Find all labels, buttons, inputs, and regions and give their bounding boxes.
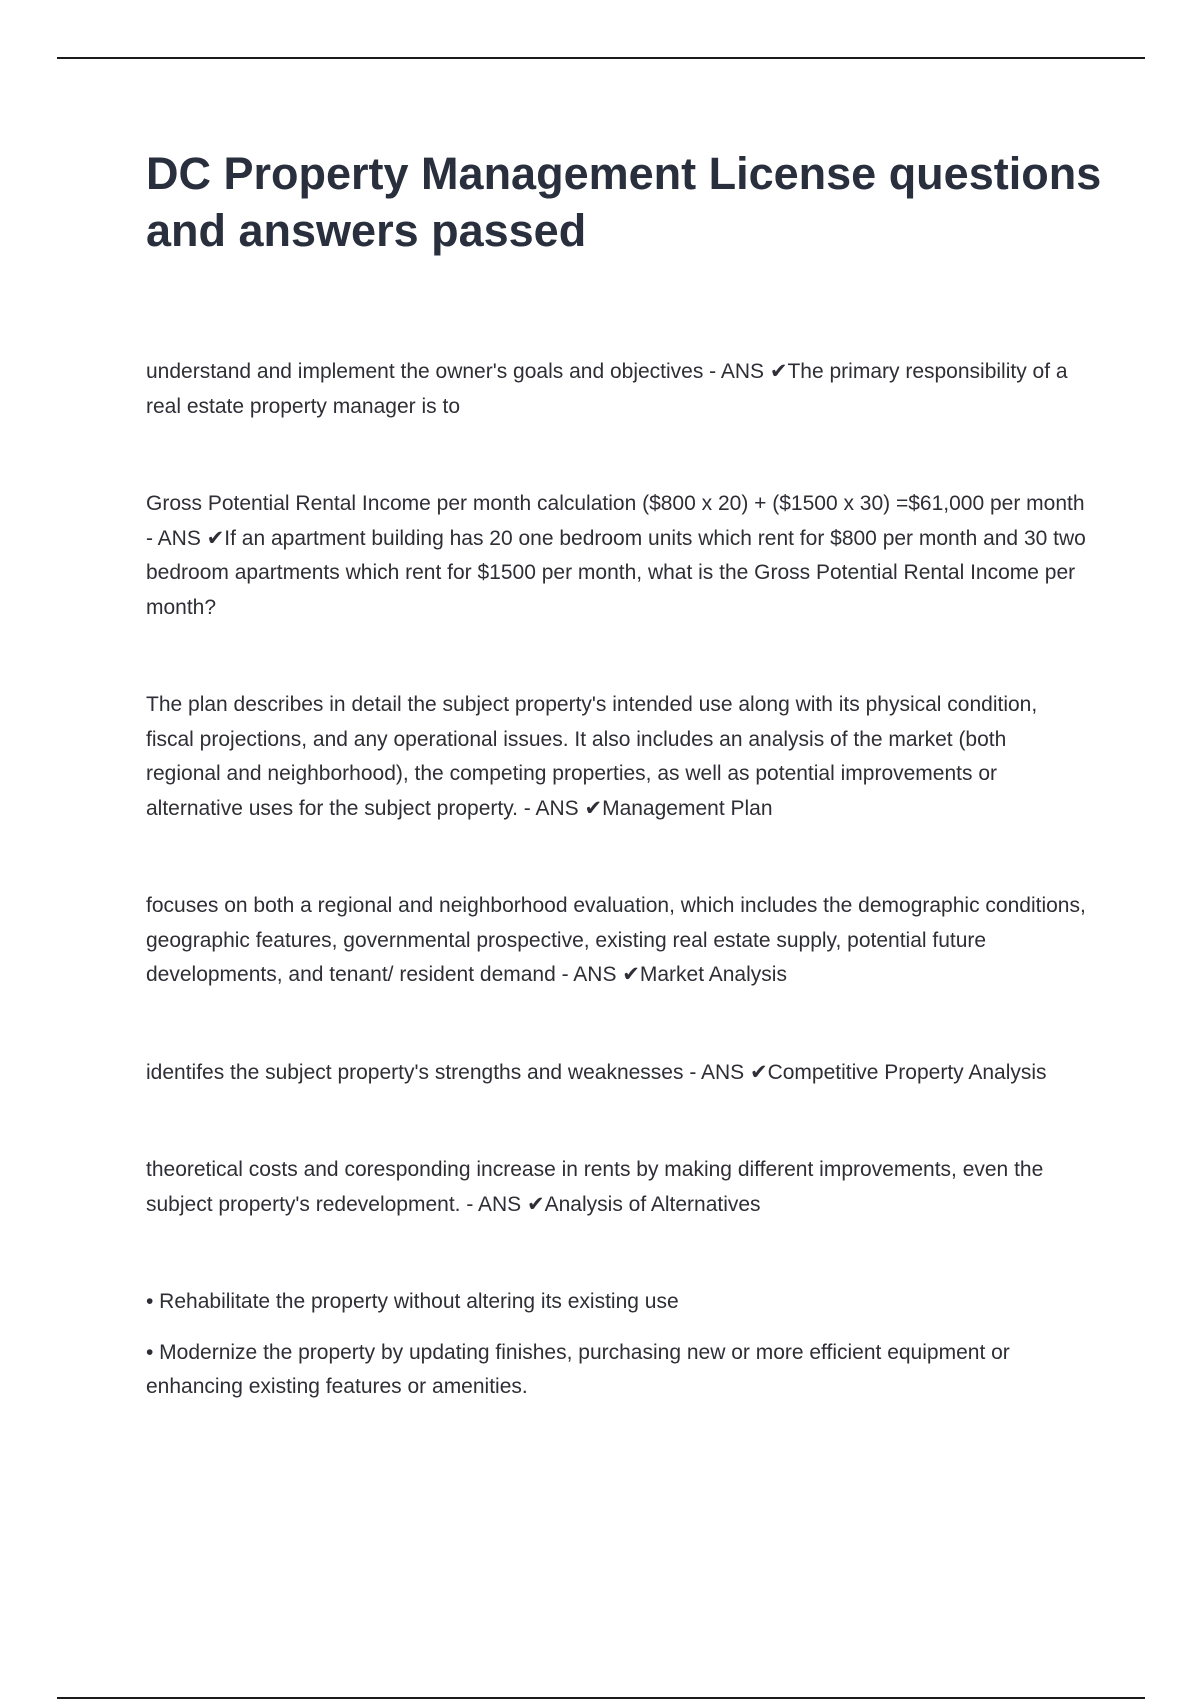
document-body [146, 355, 1086, 1405]
bullet-item: • Modernize the property by updating finishes, purchasing new or more efficient equipment or enhancing existing features or amenities. [146, 1340, 1010, 1398]
bullet-item: • Rehabilitate the property without altering its existing use [146, 1290, 679, 1313]
bottom-rule [57, 1697, 1145, 1699]
qa-item: theoretical costs and coresponding increase in rents by making different improvements, even the subject property's redevelopment. - ANS ✔Analysis of Alternatives [146, 1158, 1044, 1216]
qa-item: understand and implement the owner's goals and objectives - ANS ✔The primary responsibility of a real estate property manager is to [146, 360, 1068, 418]
qa-item: Gross Potential Rental Income per month calculation ($800 x 20) + ($1500 x 30) =$61,000 per month - ANS ✔If an apartment building has 20 one bedroom units which rent for $800 per month and 30 two bedroom apartments which rent for $1500 per month, what is the Gross Potential Rental Income per month? [146, 492, 1086, 619]
top-rule [57, 57, 1145, 59]
qa-item: identifes the subject property's strengths and weaknesses - ANS ✔Competitive Property Analysis [146, 1060, 1047, 1084]
qa-item: The plan describes in detail the subject property's intended use along with its physical condition, fiscal projections, and any operational issues. It also includes an analysis of the market (both regional and neighborhood), the competing properties, as well as potential improvements or alternative uses for the subject property. - ANS ✔Management Plan [146, 693, 1038, 820]
document-title: DC Property Management License questions and answers passed [146, 148, 1102, 256]
qa-item: focuses on both a regional and neighborhood evaluation, which includes the demographic conditions, geographic features, governmental prospective, existing real estate supply, potential future developments, and tenant/ resident demand - ANS ✔Market Analysis [146, 894, 1086, 986]
